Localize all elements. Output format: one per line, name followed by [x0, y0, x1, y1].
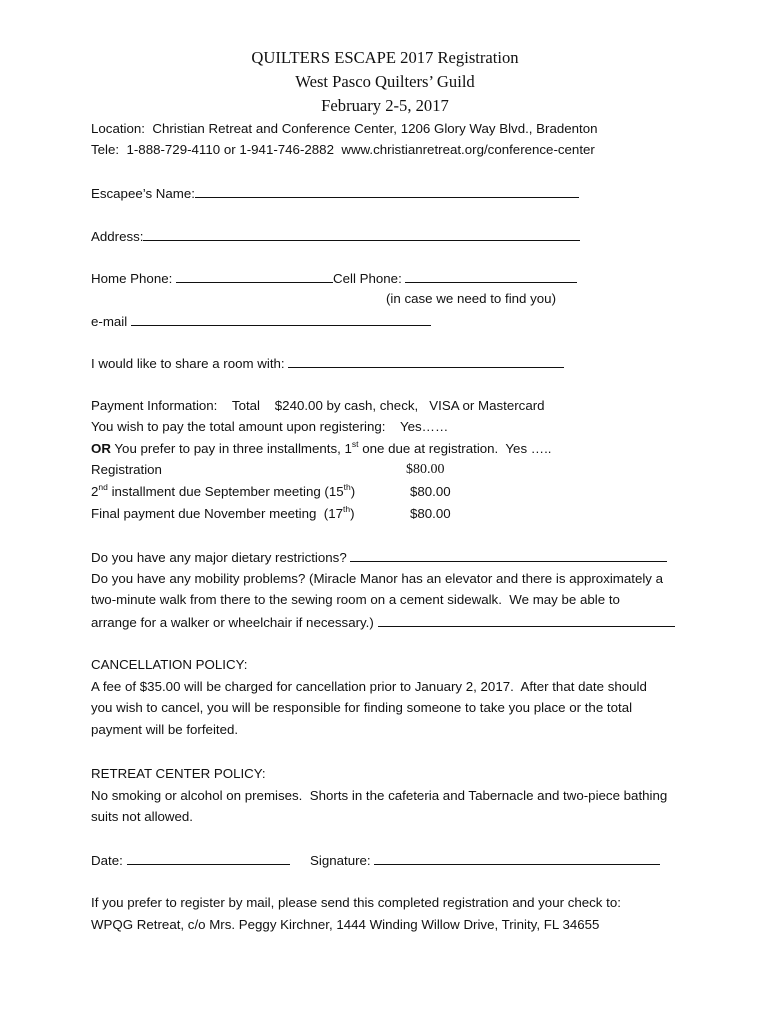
- mail-instructions-2: WPQG Retreat, c/o Mrs. Peggy Kirchner, 1444 Winding Willow Drive, Trinity, FL 34655: [91, 917, 600, 932]
- second-installment-amount: $80.00: [410, 484, 451, 499]
- final-text: Final payment due November meeting (17: [91, 506, 344, 521]
- email-field[interactable]: [131, 313, 431, 326]
- date-field[interactable]: [127, 852, 290, 865]
- cancellation-line-3: payment will be forfeited.: [91, 722, 239, 737]
- mobility-line-3: arrange for a walker or wheelchair if necessary.): [91, 615, 374, 630]
- mobility-line-2: two-minute walk from there to the sewing room on a cement sidewalk. We may be able to: [91, 592, 620, 607]
- signature-row: [310, 852, 660, 869]
- or-label: OR: [91, 441, 111, 456]
- retreat-policy-line-2: suits not allowed.: [91, 809, 193, 824]
- ordinal-suffix: st: [351, 439, 359, 449]
- room-field[interactable]: [288, 355, 564, 368]
- ordinal-suffix: th: [343, 482, 351, 492]
- event-dates: February 2-5, 2017: [321, 96, 449, 115]
- location-line: Location: Christian Retreat and Conference Center, 1206 Glory Way Blvd., Bradenton: [91, 121, 598, 136]
- phone-row: [91, 270, 577, 287]
- total-option: You wish to pay the total amount upon registering: Yes……: [91, 419, 449, 434]
- signature-label: Signature:: [310, 853, 371, 868]
- name-field[interactable]: [195, 185, 579, 198]
- mobility-line-1: Do you have any mobility problems? (Miracle Manor has an elevator and there is approximately a: [91, 571, 664, 586]
- home-phone-label: Home Phone:: [91, 271, 173, 286]
- email-row: [91, 313, 431, 330]
- cell-note: (in case we need to find you): [386, 291, 557, 306]
- installments-text: You prefer to pay in three installments, 1: [110, 441, 352, 456]
- email-label: e-mail: [91, 314, 128, 329]
- room-label: I would like to share a room with:: [91, 356, 285, 371]
- registration-label: Registration: [91, 462, 162, 477]
- second-text: installment due September meeting (15: [107, 484, 344, 499]
- final-close: ): [350, 506, 355, 521]
- final-payment-label: [91, 506, 355, 522]
- second-close: ): [350, 484, 356, 499]
- final-payment-amount: $80.00: [410, 506, 451, 521]
- form-title: QUILTERS ESCAPE 2017 Registration: [251, 48, 519, 67]
- name-label: Escapee’s Name:: [91, 186, 195, 201]
- signature-field[interactable]: [374, 852, 660, 865]
- cancellation-line-2: you wish to cancel, you will be responsible for finding someone to take you place or the total: [91, 700, 633, 715]
- name-row: [91, 185, 579, 202]
- retreat-policy-line-1: No smoking or alcohol on premises. Shorts in the cafeteria and Tabernacle and two-piece bathing: [91, 788, 668, 803]
- guild-name: West Pasco Quilters’ Guild: [295, 72, 475, 91]
- address-row: [91, 228, 580, 245]
- installments-text-end: one due at registration. Yes …..: [358, 441, 552, 456]
- cell-phone-label: Cell Phone:: [333, 271, 402, 286]
- date-label: Date:: [91, 853, 123, 868]
- dietary-field[interactable]: [350, 549, 667, 562]
- mobility-field[interactable]: [378, 614, 675, 627]
- retreat-policy-heading: RETREAT CENTER POLICY:: [91, 766, 266, 781]
- tele-line: Tele: 1-888-729-4110 or 1-941-746-2882 www.christianretreat.org/conference-center: [91, 142, 595, 157]
- cancellation-heading: CANCELLATION POLICY:: [91, 657, 248, 672]
- mail-instructions-1: If you prefer to register by mail, please send this completed registration and your check to:: [91, 895, 621, 910]
- second-number: 2: [91, 484, 99, 499]
- ordinal-suffix: th: [343, 504, 351, 514]
- ordinal-suffix: nd: [98, 482, 108, 492]
- cancellation-line-1: A fee of $35.00 will be charged for cancellation prior to January 2, 2017. After that date should: [91, 679, 647, 694]
- dietary-row: [91, 549, 667, 566]
- installments-option: [91, 441, 551, 457]
- address-label: Address:: [91, 229, 144, 244]
- home-phone-field[interactable]: [176, 270, 333, 283]
- cell-phone-field[interactable]: [405, 270, 577, 283]
- dietary-label: Do you have any major dietary restrictions?: [91, 550, 347, 565]
- registration-amount: $80.00: [406, 462, 445, 477]
- payment-info: Payment Information: Total $240.00 by cash, check, VISA or Mastercard: [91, 398, 545, 413]
- date-row: [91, 852, 290, 869]
- mobility-row: [91, 614, 675, 631]
- room-row: [91, 355, 564, 372]
- second-installment-label: [91, 484, 355, 500]
- address-field[interactable]: [143, 228, 580, 241]
